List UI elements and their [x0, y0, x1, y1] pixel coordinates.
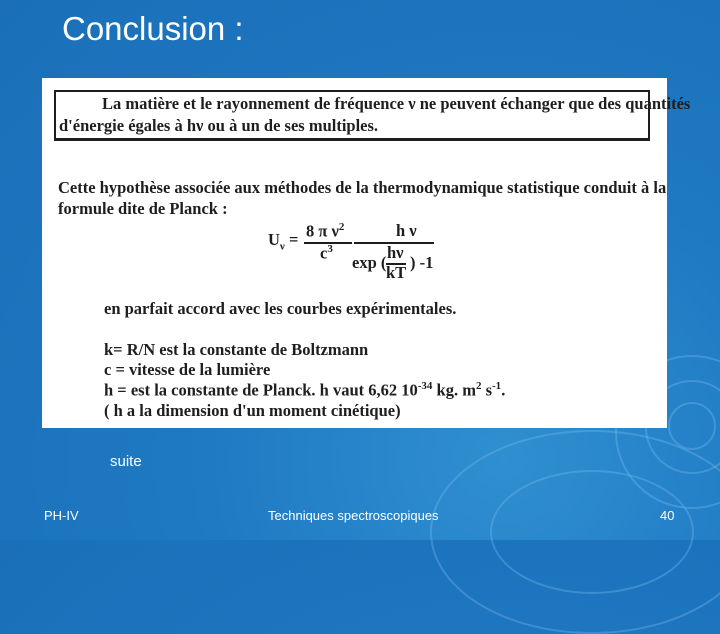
highlight-box — [54, 90, 691, 141]
definition-h: h = est la constante de Planck. h vaut 6,62 $10^{-34}$ kg. $m^2$ $s^{-1}$. — [104, 380, 506, 400]
box-line-2: d'énergie égales à hν ou à un de ses multiples. — [59, 116, 379, 135]
definition-k: k= R/N est la constante de Boltzmann — [104, 340, 369, 359]
suite-label: suite — [110, 453, 142, 470]
formula-lhs: $U_\nu$ = — [268, 230, 299, 253]
formula-inner-denominator: kT — [386, 263, 407, 282]
box-line-1: La matière et le rayonnement de fréquence ν ne peuvent échanger que des quantités — [102, 94, 691, 113]
formula-denominator-2a: exp ( — [352, 253, 387, 272]
content-panel — [42, 78, 691, 428]
footer-left: PH-IV — [44, 508, 79, 523]
formula-numerator-1: 8 π $\nu^2$ — [306, 221, 345, 241]
definition-c: c = vitesse de la lumière — [104, 360, 271, 379]
accord-line: en parfait accord avec les courbes expérimentales. — [104, 299, 457, 318]
ripple-decoration — [490, 470, 694, 594]
formula-inner-numerator: hν — [387, 243, 404, 262]
slide-title: Conclusion : — [62, 10, 244, 47]
hypothesis-line-1: Cette hypothèse associée aux méthodes de la thermodynamique statistique conduit à la — [58, 178, 667, 197]
footer-center: Techniques spectroscopiques — [268, 508, 439, 523]
definition-h-dimension: ( h a la dimension d'un moment cinétique) — [104, 401, 401, 420]
hypothesis-line-2: formule dite de Planck : — [58, 199, 228, 218]
formula-numerator-2: h ν — [396, 221, 417, 240]
page-number: 40 — [660, 508, 675, 523]
ripple-decoration — [668, 402, 716, 450]
formula-denominator-1: $c^3$ — [320, 243, 333, 263]
formula-denominator-2b: ) -1 — [410, 253, 434, 272]
